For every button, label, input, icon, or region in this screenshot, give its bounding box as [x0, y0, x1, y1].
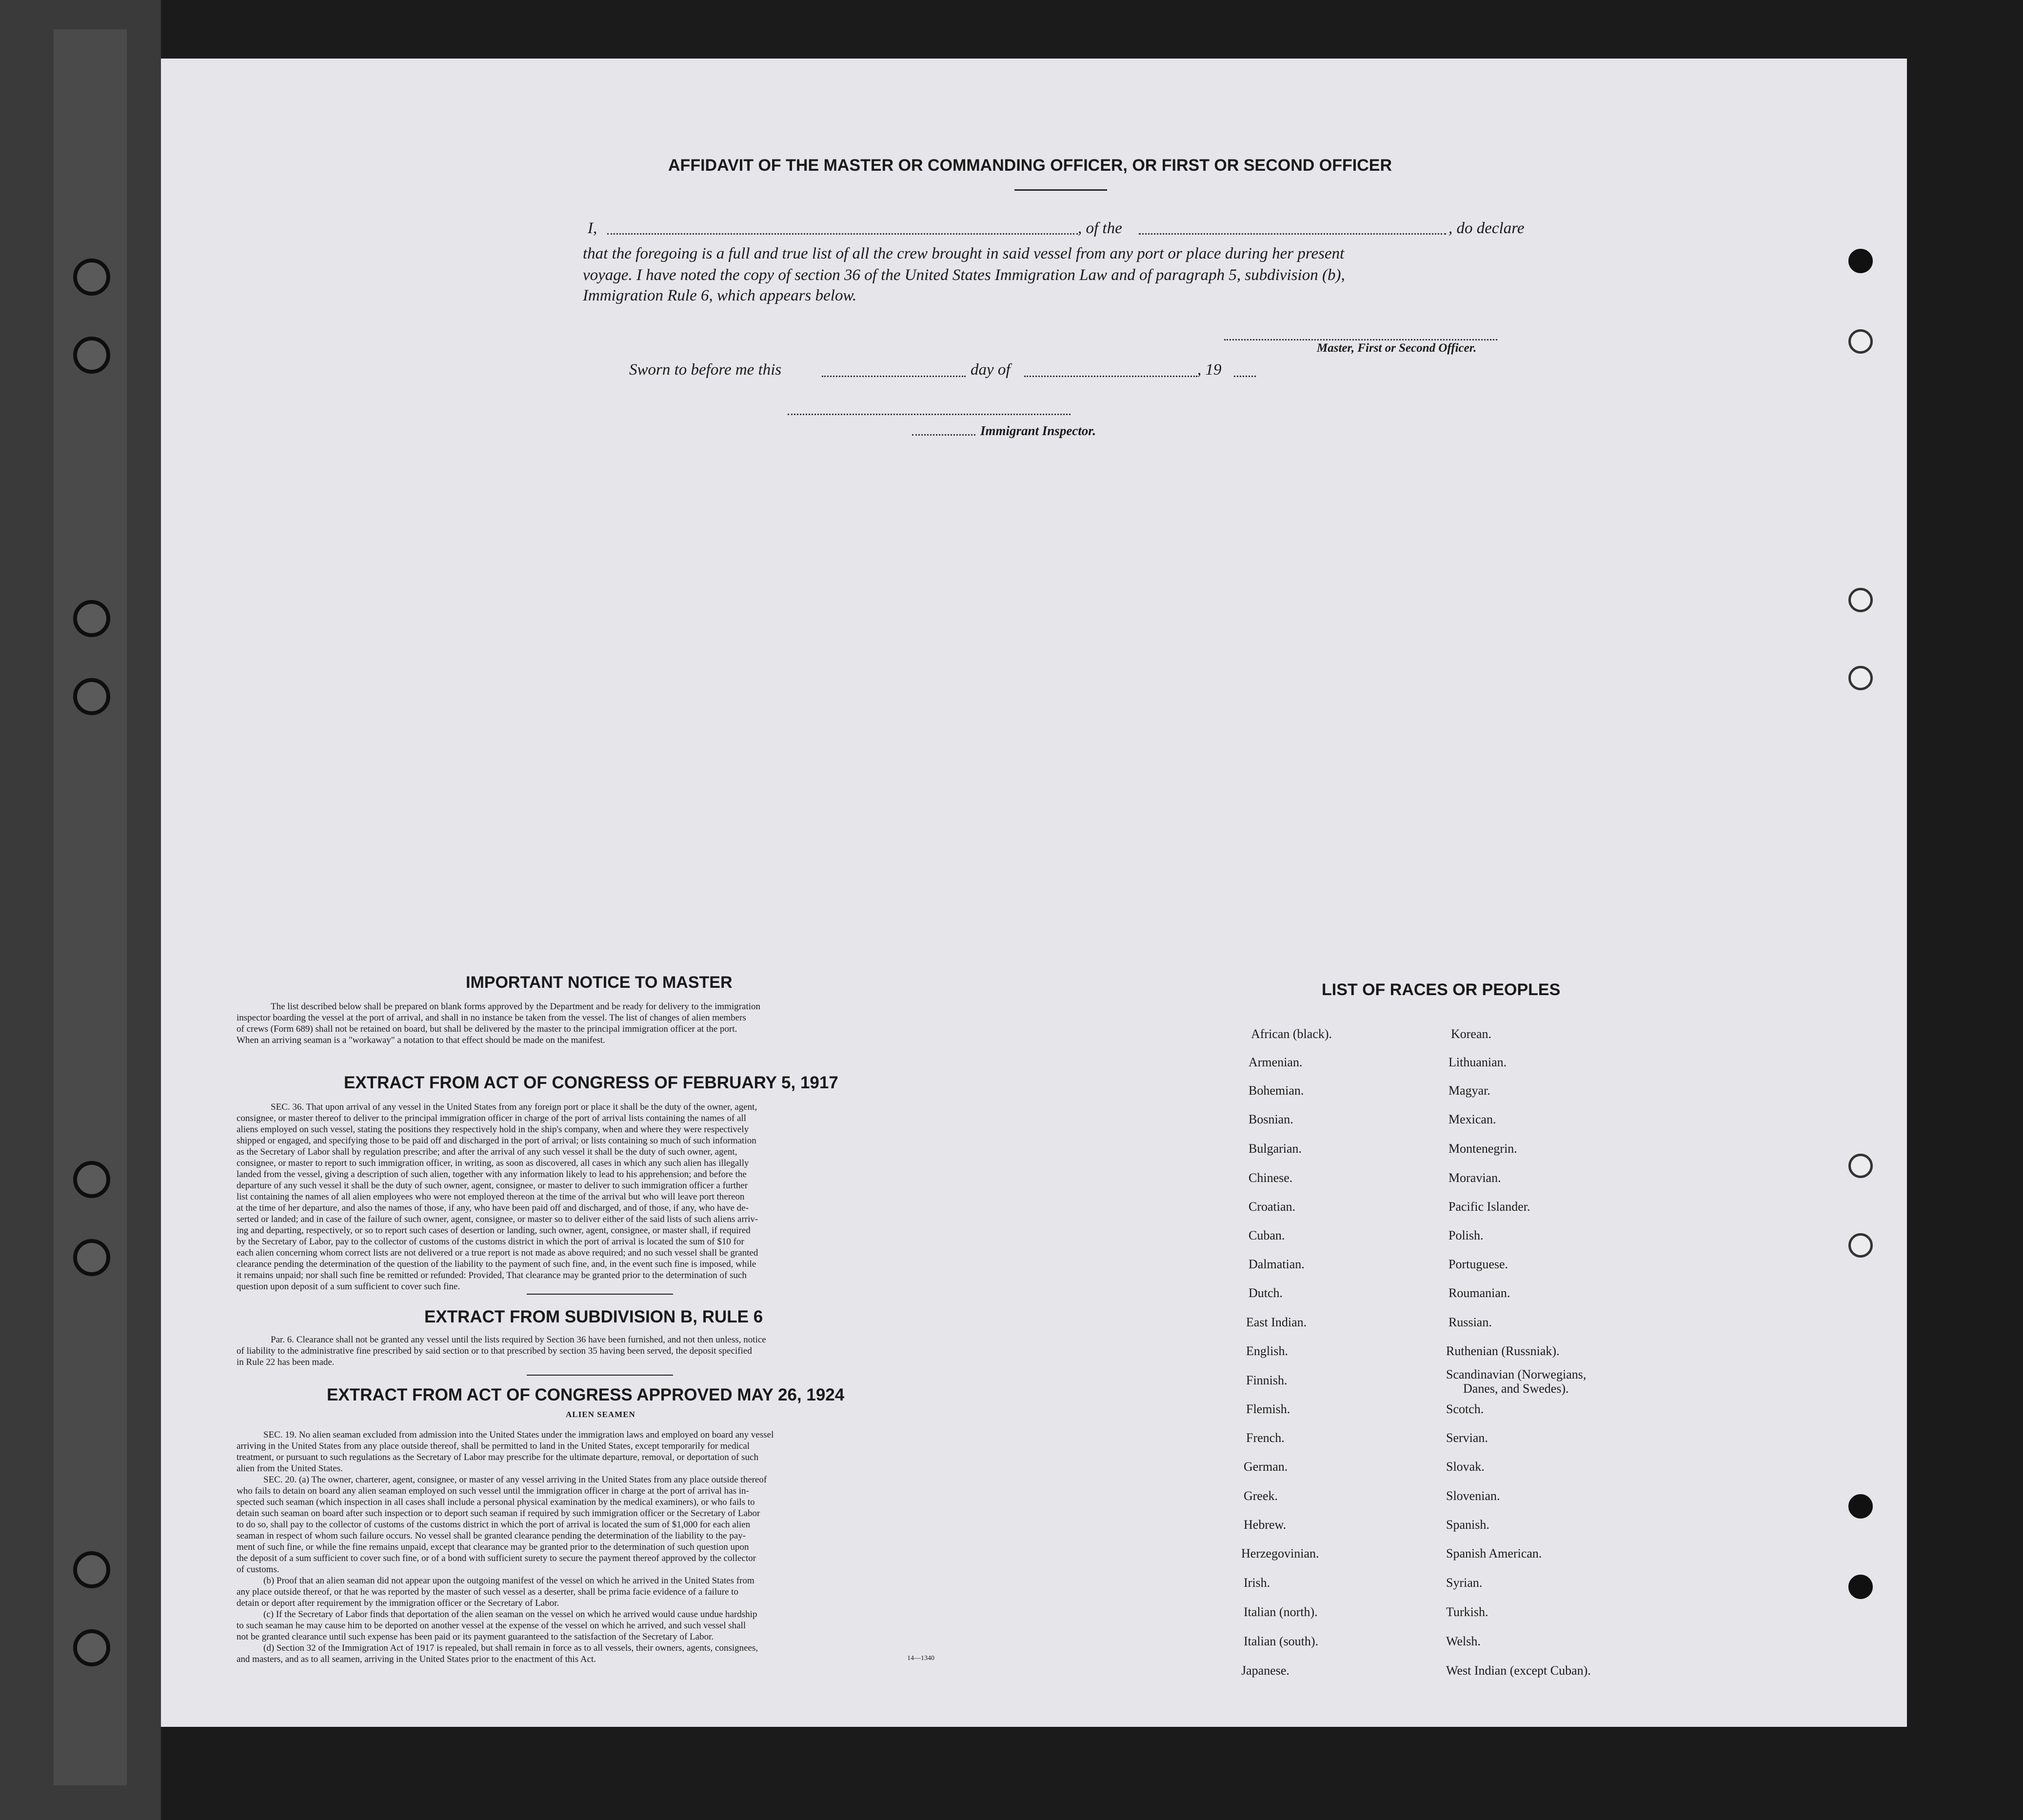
race-item-continuation: Danes, and Swedes).	[1463, 1381, 1569, 1396]
law-line: (c) If the Secretary of Labor finds that deportation of the alien seaman on the vessel on which he arrived would cause undue hardship	[263, 1609, 757, 1620]
race-item: Hebrew.	[1244, 1518, 1287, 1532]
race-item: Bosnian.	[1249, 1112, 1293, 1126]
binder-hole	[73, 678, 110, 715]
race-item: West Indian (except Cuban).	[1446, 1663, 1591, 1678]
extract-1917-title: EXTRACT FROM ACT OF CONGRESS OF FEBRUARY 5, 1917	[344, 1073, 838, 1092]
extract-1924-subtitle: ALIEN SEAMEN	[566, 1410, 635, 1419]
race-item: Spanish American.	[1446, 1546, 1542, 1560]
race-item: Welsh.	[1446, 1634, 1481, 1648]
sworn-day-of: day of	[971, 361, 1011, 379]
law-line: ment of such fine, or while the fine remains unpaid, except that clearance may be granted prior to the determination of such question upon	[237, 1542, 749, 1552]
sworn-month-blank	[1024, 376, 1197, 377]
notice-line: inspector boarding the vessel at the port of arrival, and shall in no instance be taken from the vessel. The list of changes of alien members	[237, 1013, 746, 1023]
race-item: Ruthenian (Russniak).	[1446, 1344, 1560, 1358]
race-item: Italian (south).	[1244, 1634, 1319, 1648]
race-item: Bulgarian.	[1249, 1141, 1302, 1156]
punch-hole	[1848, 329, 1873, 354]
race-item: Moravian.	[1448, 1171, 1501, 1185]
law-line: clearance pending the determination of the question of the liability to the payment of such fine, and, in the event such fine is imposed, while	[237, 1259, 756, 1269]
binder-edge	[0, 0, 161, 1820]
law-line: SEC. 19. No alien seaman excluded from admission into the United States under the immigration laws and employed on board any vessel	[263, 1430, 774, 1440]
race-item: Portuguese.	[1448, 1257, 1508, 1271]
law-line: of liability to the administrative fine prescribed by said section or to that prescribed by section 35 having been served, the deposit specified	[237, 1346, 752, 1356]
race-item: French.	[1246, 1431, 1285, 1445]
law-line: by the Secretary of Labor, pay to the collector of customs of the customs district in which the port of arrival is located the sum of $10 for	[237, 1237, 744, 1247]
law-line: who fails to detain on board any alien seaman employed on such vessel until the immigration officer in charge at the port of arrival has in-	[237, 1486, 749, 1496]
law-line: consignee, or master thereof to deliver to the principal immigration officer in charge of the port of arrival lists containing the names of all	[237, 1113, 747, 1123]
sworn-year-blank	[1234, 376, 1256, 377]
name-blank	[607, 233, 1078, 235]
race-item: Scandinavian (Norwegians,	[1446, 1367, 1587, 1381]
punch-hole	[1848, 1233, 1873, 1258]
notice-line: The list described below shall be prepared on blank forms approved by the Department and be ready for delivery to the immigration	[271, 1001, 761, 1012]
law-line: to such seaman he may cause him to be deported on another vessel at the expense of the vessel on which he arrived, and such vessel shall	[237, 1620, 746, 1631]
affidavit-i: I,	[588, 220, 597, 237]
master-signature-line	[1224, 339, 1497, 340]
race-item: Herzegovinian.	[1241, 1546, 1319, 1560]
title-underline	[1014, 189, 1107, 191]
notice-title: IMPORTANT NOTICE TO MASTER	[466, 973, 733, 992]
race-item: Roumanian.	[1448, 1286, 1510, 1300]
extract-1924-text	[237, 1429, 983, 1665]
law-line: SEC. 20. (a) The owner, charterer, agent, consignee, or master of any vessel arriving in the United States from any place outside thereof	[263, 1475, 767, 1485]
race-item: Cuban.	[1249, 1228, 1285, 1242]
law-line: serted or landed; and in case of the failure of such owner, agent, consignee, or master so to deliver either of the said lists of such aliens arriv-	[237, 1214, 758, 1224]
law-line: detain or deport after requirement by the immigration officer or the Secretary of Labor.	[237, 1598, 559, 1608]
sworn-year: , 19	[1197, 361, 1222, 379]
master-signature-label: Master, First or Second Officer.	[1317, 341, 1477, 355]
binder-hole	[73, 259, 110, 296]
race-item: Scotch.	[1446, 1402, 1484, 1416]
punch-hole	[1848, 1575, 1873, 1599]
race-item: Lithuanian.	[1448, 1055, 1507, 1069]
binder-hole	[73, 337, 110, 374]
affidavit-line-1: that the foregoing is a full and true list of all the crew brought in said vessel from any port or place during her present	[583, 245, 1345, 262]
affidavit-line-3: Immigration Rule 6, which appears below.	[583, 287, 857, 304]
race-item: Flemish.	[1246, 1402, 1290, 1416]
notice-text	[237, 1001, 983, 1046]
law-line: it remains unpaid; nor shall such fine be remitted or refunded: Provided, That clearance may be granted prior to the determination of such	[237, 1270, 747, 1280]
law-line: any place outside thereof, or that he was reported by the master of such vessel as a deserter, shall be prima facie evidence of a failure to	[237, 1587, 739, 1597]
race-item: Mexican.	[1448, 1112, 1496, 1126]
law-line: departure of any such vessel it shall be the duty of such owner, agent, consignee, or master to deliver to such immigration officer a further	[237, 1180, 748, 1191]
law-line: alien from the United States.	[237, 1463, 343, 1474]
race-item: Servian.	[1446, 1431, 1488, 1445]
binder-hole	[73, 1551, 110, 1588]
law-line: arriving in the United States from any place outside thereof, shall be permitted to land in the United States, except temporarily for medical	[237, 1441, 750, 1451]
law-line: detain such seaman on board after such inspection or to deport such seaman if required by such immigration officer or the Secretary of Labor	[237, 1508, 760, 1519]
race-item: Finnish.	[1246, 1373, 1288, 1387]
law-line: aliens employed on such vessel, stating the positions they respectively hold in the ship's company, when and where they were respectively	[237, 1124, 749, 1135]
race-item: Japanese.	[1241, 1663, 1289, 1678]
law-line: not be granted clearance until such expense has been paid or its payment guaranteed to the satisfaction of the Secretary of Labor.	[237, 1632, 714, 1642]
law-line: seaman in respect of whom such failure occurs. No vessel shall be granted clearance pending the determination of the liability to the pay-	[237, 1531, 746, 1541]
affidavit-do-declare: , do declare	[1448, 220, 1525, 237]
punch-hole	[1848, 588, 1873, 612]
binder-hole	[73, 1161, 110, 1198]
race-item: Montenegrin.	[1448, 1141, 1517, 1156]
sworn-text: Sworn to before me this	[629, 361, 782, 379]
punch-hole	[1848, 1154, 1873, 1178]
law-line: spected such seaman (which inspection in all cases shall include a personal physical examination by the medical examiners), or who fails to	[237, 1497, 755, 1507]
extract-1924-title: EXTRACT FROM ACT OF CONGRESS APPROVED MAY 26, 1924	[327, 1385, 845, 1404]
subdivision-title: EXTRACT FROM SUBDIVISION B, RULE 6	[424, 1307, 763, 1326]
race-item: Armenian.	[1249, 1055, 1303, 1069]
law-line: question upon deposit of a sum sufficient to cover such fine.	[237, 1281, 460, 1292]
law-line: list containing the names of all alien employees who were not employed thereon at the time of the arrival but who will leave port thereon	[237, 1192, 745, 1202]
law-line: ing and departing, respectively, or so to report such cases of desertion or landing, such owner, agent, consignee, or master shall, if required	[237, 1225, 751, 1236]
inspector-signature-line	[788, 414, 1071, 415]
section-divider	[527, 1294, 673, 1295]
law-line: at the time of her departure, and also the names of those, if any, who have been paid off and discharged, and of those, if any, who have de-	[237, 1203, 749, 1213]
race-item: Irish.	[1244, 1576, 1270, 1590]
race-item: African (black).	[1251, 1027, 1332, 1041]
race-item: Greek.	[1244, 1489, 1278, 1503]
punch-hole	[1848, 666, 1873, 690]
form-number: 14—1340	[907, 1655, 934, 1662]
affidavit-of-the: , of the	[1078, 220, 1122, 237]
binder-hole	[73, 1629, 110, 1666]
law-line: of customs.	[237, 1564, 279, 1575]
race-item: Slovak.	[1446, 1460, 1485, 1474]
law-line: treatment, or pursuant to such regulations as the Secretary of Labor may prescribe for the ultimate departure, removal, or deportation of such	[237, 1452, 758, 1462]
law-line: consignee, or master to report to such immigration officer, in writing, as soon as discovered, all cases in which any such alien has illegally	[237, 1158, 749, 1168]
race-item: Syrian.	[1446, 1576, 1483, 1590]
race-item: Russian.	[1448, 1315, 1492, 1329]
law-line: as the Secretary of Labor shall by regulation prescribe; and after the arrival of any such vessel it shall be the duty of such owner, agent,	[237, 1147, 737, 1157]
sworn-day-blank	[822, 376, 966, 377]
law-line: Par. 6. Clearance shall not be granted any vessel until the lists required by Section 36 have been furnished, and not then unless, notice	[271, 1335, 766, 1345]
law-line: and masters, and as to all seamen, arriving in the United States prior to the enactment of this Act.	[237, 1654, 596, 1664]
law-line: (d) Section 32 of the Immigration Act of 1917 is repealed, but shall remain in force as to all vessels, their owners, agents, consignees,	[263, 1643, 758, 1653]
binder-hole	[73, 1239, 110, 1276]
law-line: landed from the vessel, giving a description of such alien, together with any information likely to lead to his apprehension; and before the	[237, 1169, 747, 1180]
race-item: Dutch.	[1249, 1286, 1283, 1300]
law-line: the deposit of a sum sufficient to cover such fine, or of a bond with sufficient surety to secure the payment thereof approved by the collector	[237, 1553, 756, 1563]
inspector-label: Immigrant Inspector.	[980, 423, 1096, 438]
law-line: to do so, shall pay to the collector of customs of the customs district in which the port of arrival is located the sum of $1,000 for each alien	[237, 1520, 751, 1530]
notice-line: of crews (Form 689) shall not be retained on board, but shall be delivered by the master to the principal immigration officer at the port.	[237, 1024, 737, 1034]
race-item: Turkish.	[1446, 1605, 1488, 1619]
race-item: Bohemian.	[1249, 1083, 1304, 1098]
race-item: Croatian.	[1249, 1200, 1296, 1214]
races-title: LIST OF RACES OR PEOPLES	[1322, 980, 1561, 999]
punch-hole	[1848, 249, 1873, 273]
affidavit-line-2: voyage. I have noted the copy of section 36 of the United States Immigration Law and of paragraph 5, subdivision (b),	[583, 266, 1345, 284]
affidavit-title: AFFIDAVIT OF THE MASTER OR COMMANDING OFFICER, OR FIRST OR SECOND OFFICER	[668, 156, 1392, 175]
race-item: Dalmatian.	[1249, 1257, 1305, 1271]
law-line: in Rule 22 has been made.	[237, 1357, 335, 1367]
subdivision-text	[237, 1334, 983, 1368]
race-item: English.	[1246, 1344, 1288, 1358]
binder-hole	[73, 600, 110, 637]
notice-line: When an arriving seaman is a "workaway" a notation to that effect should be made on the manifest.	[237, 1035, 605, 1045]
law-line: SEC. 36. That upon arrival of any vessel in the United States from any foreign port or place it shall be the duty of the owner, agent,	[271, 1102, 757, 1112]
race-item: German.	[1244, 1460, 1288, 1474]
inspector-short-line	[912, 434, 975, 436]
race-item: Korean.	[1451, 1027, 1492, 1041]
punch-hole	[1848, 1494, 1873, 1519]
law-line: each alien concerning whom correct lists are not delivered or a true report is not made as above required; and no such vessel shall be granted	[237, 1248, 758, 1258]
law-line: (b) Proof that an alien seaman did not appear upon the outgoing manifest of the vessel on which he arrived in the United States from	[263, 1576, 754, 1586]
race-item: Italian (north).	[1244, 1605, 1318, 1619]
race-item: Chinese.	[1249, 1171, 1293, 1185]
race-item: Polish.	[1448, 1228, 1484, 1242]
vessel-blank	[1139, 233, 1446, 235]
law-line: shipped or engaged, and specifying those to be paid off and discharged in the port of arrival; or lists containing so much of such information	[237, 1136, 756, 1146]
race-item: Magyar.	[1448, 1083, 1490, 1098]
race-item: Slovenian.	[1446, 1489, 1500, 1503]
race-item: East Indian.	[1246, 1315, 1307, 1329]
race-item: Spanish.	[1446, 1518, 1489, 1532]
extract-1917-text	[237, 1101, 983, 1292]
race-item: Pacific Islander.	[1448, 1200, 1530, 1214]
section-divider	[527, 1375, 673, 1376]
